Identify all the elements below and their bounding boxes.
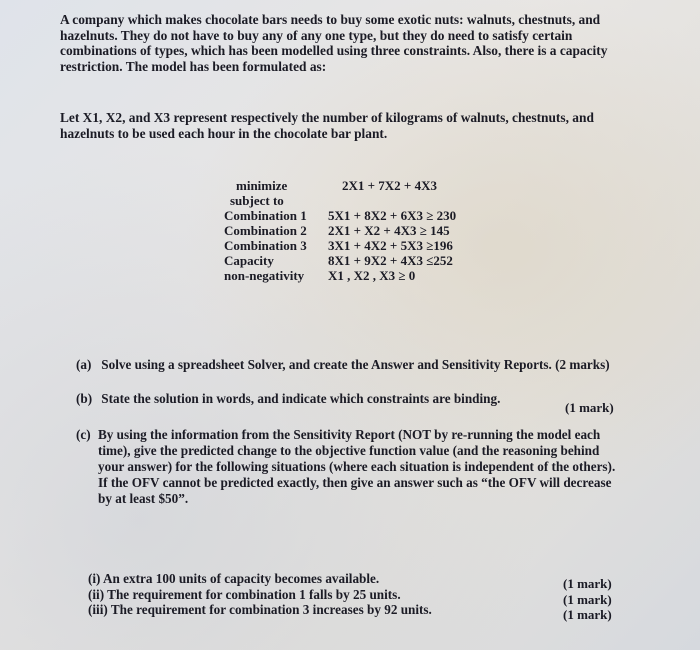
constraint-expression: 5X1 + 8X2 + 6X3 ≥ 230 bbox=[328, 208, 457, 223]
objective-label: minimize bbox=[236, 178, 288, 193]
sub-question: (iii) The requirement for combination 3 increases by 92 units. bbox=[88, 602, 432, 617]
objective-row bbox=[224, 178, 456, 193]
intro-paragraph: A company which makes chocolate bars needs to buy some exotic nuts: walnuts, chestnuts, and hazelnuts. They do not have to buy any of any one type, but they do need to satisfy certain combinations of types, which has been modelled using three constraints. Also, there is a capacity restriction. The model has been formulated as: bbox=[60, 12, 608, 74]
sub-question-mark: (1 mark) bbox=[563, 607, 612, 622]
question-tag: (c) bbox=[76, 427, 91, 442]
sub-question: (ii) The requirement for combination 1 falls by 25 units. bbox=[88, 586, 401, 602]
constraint-expression: X1 , X2 , X3 ≥ 0 bbox=[328, 268, 416, 283]
sub-question-list bbox=[88, 571, 432, 618]
subject-to-label: subject to bbox=[230, 193, 284, 208]
question-b-mark: (1 mark) bbox=[565, 400, 614, 415]
constraint-row bbox=[224, 268, 456, 283]
question-tag: (b) bbox=[76, 391, 93, 406]
variable-definition: Let X1, X2, and X3 represent respectively the number of kilograms of walnuts, chestnuts, and hazelnuts to be used each hour in the chocolate bar plant. bbox=[60, 110, 594, 141]
constraint-expression: 8X1 + 9X2 + 4X3 ≤252 bbox=[328, 253, 453, 268]
constraint-label: Combination 2 bbox=[224, 223, 307, 238]
constraint-label: non-negativity bbox=[224, 268, 305, 283]
constraint-label: Combination 1 bbox=[224, 208, 307, 223]
question-c bbox=[76, 427, 626, 507]
constraint-label: Combination 3 bbox=[224, 238, 307, 253]
question-text: By using the information from the Sensitivity Report (NOT by re-running the model each time), give the predicted change to the objective function value (and the reasoning behind your answer) for the following situations (where each situation is independent of the others). If the OFV cannot be predicted exactly, then give an answer such as “the OFV will decrease by at least $50”. bbox=[98, 427, 616, 506]
sub-question-mark: (1 mark) bbox=[563, 576, 612, 591]
sub-question-marks bbox=[563, 576, 612, 623]
objective-expression: 2X1 + 7X2 + 4X3 bbox=[342, 178, 437, 193]
question-text: Solve using a spreadsheet Solver, and create the Answer and Sensitivity Reports. (2 marks) bbox=[101, 357, 610, 372]
lp-model bbox=[224, 178, 456, 283]
constraint-row bbox=[224, 238, 456, 253]
constraint-row bbox=[224, 253, 456, 268]
constraint-label: Capacity bbox=[224, 253, 274, 268]
constraint-expression: 3X1 + 4X2 + 5X3 ≥196 bbox=[328, 238, 453, 253]
question-tag: (a) bbox=[76, 357, 92, 372]
question-text: State the solution in words, and indicate which constraints are binding. bbox=[101, 391, 501, 406]
subject-to-row bbox=[224, 193, 456, 208]
sub-question-mark: (1 mark) bbox=[563, 591, 612, 607]
constraint-row bbox=[224, 223, 456, 238]
sub-question: (i) An extra 100 units of capacity becomes available. bbox=[88, 571, 380, 586]
constraint-row bbox=[224, 208, 456, 223]
question-a bbox=[76, 357, 610, 373]
question-b bbox=[76, 391, 500, 407]
constraint-expression: 2X1 + X2 + 4X3 ≥ 145 bbox=[328, 223, 450, 238]
